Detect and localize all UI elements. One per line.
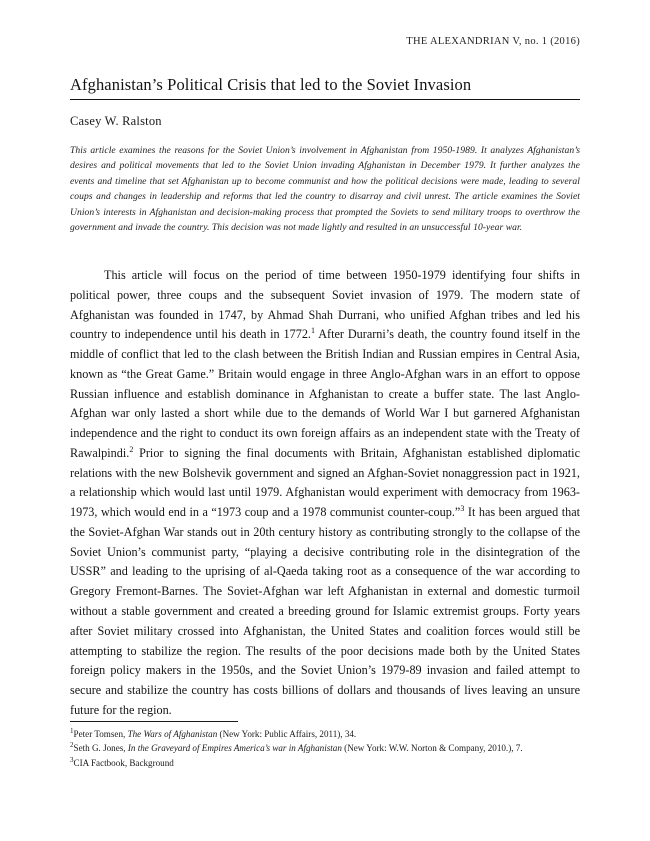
page-title: Afghanistan’s Political Crisis that led to the Soviet Invasion xyxy=(70,75,472,94)
footnote-title: In the Graveyard of Empires America’s war in Afghanistan xyxy=(127,743,342,754)
article-body xyxy=(70,266,580,721)
footnote-item xyxy=(70,742,580,756)
title-block xyxy=(70,75,580,100)
footnote-text-pre: Peter Tomsen, xyxy=(73,728,128,739)
footnote-item xyxy=(70,728,580,742)
title-divider xyxy=(70,99,580,100)
footnote-title: The Wars of Afghanistan xyxy=(127,728,218,739)
body-paragraph xyxy=(70,266,580,721)
author-name: Casey W. Ralston xyxy=(70,113,162,128)
footnote-text-pre: CIA Factbook, Background xyxy=(73,758,174,769)
footnote-list xyxy=(70,728,580,771)
footnote-text-post: (New York: W.W. Norton & Company, 2010.), 7. xyxy=(341,743,523,754)
body-text-part-4: It has been argued that the Soviet-Afghan War stands out in 20th century history as contributing strongly to the collapse of the Soviet Union’s communist party, “playing a decisive contributing role in the disintegration of the USSR” and leading to the uprising of al-Qaeda taking root as a consequence of the war according to Gregory Fremont-Barnes. The Soviet-Afghan war left Afghanistan in external and domestic turmoil without a stable government and created a breeding ground for Islamic extremist groups. Forty years after Soviet military crossed into Afghanistan, the United States and coalition forces would still be attempting to stabilize the region. The results of the poor decisions made both by the United States foreign policy makers in the 1950s, and the Soviet Union’s 1979-89 invasion and failed attempt to secure and stabilize the country has costs billions of dollars and thousands of lives leaving an unsure future for the region. xyxy=(70,505,581,717)
footnote-text-post: (New York: Public Affairs, 2011), 34. xyxy=(217,728,357,739)
footnote-area xyxy=(70,721,580,772)
footnote-text-pre: Seth G. Jones, xyxy=(73,743,128,754)
footnote-number: 2 xyxy=(70,741,74,750)
footnote-ref-3[interactable]: 3 xyxy=(460,504,465,514)
footnote-number: 1 xyxy=(70,726,74,735)
body-text-part-3: Prior to signing the final documents with Britain, Afghanistan established diplomatic relations with the new Bolshevik government and signed an Afghan-Soviet nonaggression pact in 1921, a relationship which would last until 1979. Afghanistan would experiment with democracy from 1963-1973, which would end in a “1973 coup and a 1978 communist counter-coup.” xyxy=(70,445,580,520)
footnote-ref-1[interactable]: 1 xyxy=(310,326,316,336)
footnote-item xyxy=(70,757,580,771)
abstract-text: This article examines the reasons for the Soviet Union’s involvement in Afghanistan from 1950-1989. It analyzes Afghanistan’s desires and political movements that led to the Soviet Union invading Afghanistan in December 1979. It further analyzes the events and timeline that set Afghanistan up to become communist and how the political decisions were made, leading to several coups and changes in leadership and reforms that led the country to disarray and civil unrest. The article examines the Soviet Union’s interests in Afghanistan and decision-making process that prompted the Soviets to send military troops to overthrow the government and invade the country. This decision was not made lightly and resulted in an unsuccessful 10-year war. xyxy=(70,144,580,234)
body-text-part-2: After Durarni’s death, the country found itself in the middle of conflict that led to the clash between the British Indian and Russian empires in Central Asia, known as “the Great Game.” Britain would engage in three Anglo-Afghan wars in an effort to oppose Russian influence and establish dominance in Afghanistan to create a buffer state. The last Anglo-Afghan war only lasted a short while due to the demands of World War I but garnered Afghanistan independence and the right to conduct its own foreign affairs as an independent state with the Treaty of Rawalpindi. xyxy=(70,327,581,460)
running-head: THE ALEXANDRIAN V, no. 1 (2016) xyxy=(406,36,580,47)
footnote-ref-2[interactable]: 2 xyxy=(129,444,134,454)
body-text-part-1: This article will focus on the period of time between 1950-1979 identifying four shifts in political power, three coups and the subsequent Soviet invasion of 1979. The modern state of Afghanistan was founded in 1747, by Ahmad Shah Durrani, who unified Afghan tribes and led his country to independence until his death in 1772. xyxy=(70,267,580,342)
footnote-divider xyxy=(70,721,238,722)
footnote-number: 3 xyxy=(70,756,74,765)
